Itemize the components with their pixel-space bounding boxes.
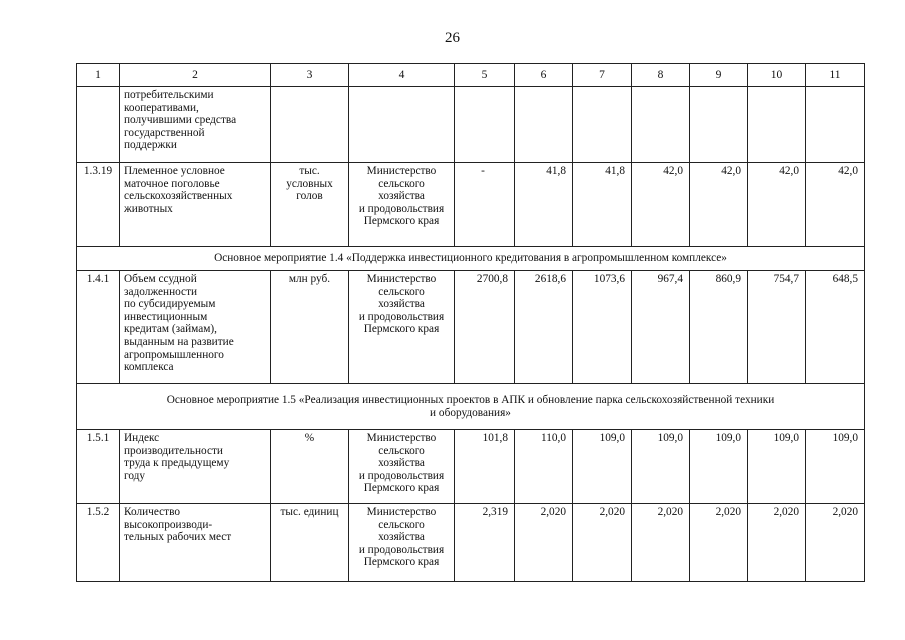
value-col-7: 109,0 xyxy=(573,430,632,504)
indicator-name-line: поддержки xyxy=(124,139,177,152)
value-col-10: 42,0 xyxy=(748,163,806,247)
value-col-8: 42,0 xyxy=(632,163,690,247)
value-col-7: 2,020 xyxy=(573,504,632,582)
responsible-executor-line: Пермского края xyxy=(363,556,440,569)
responsible-executor-line: и продовольствия xyxy=(358,202,445,215)
indicator-name-line: выданным на развитие xyxy=(124,335,234,348)
header-col-5: 5 xyxy=(455,64,515,87)
responsible-executor-line: сельского xyxy=(378,444,425,457)
value-col-5 xyxy=(455,87,515,163)
indicator-name-line: производительности xyxy=(124,444,223,457)
value-col-7: 41,8 xyxy=(573,163,632,247)
header-col-6: 6 xyxy=(515,64,573,87)
table-body xyxy=(77,64,865,582)
header-col-8: 8 xyxy=(632,64,690,87)
indicator-unit-line: голов xyxy=(296,190,323,203)
value-col-9: 2,020 xyxy=(690,504,748,582)
indicator-name-line: инвестиционным xyxy=(124,310,208,323)
indicators-table xyxy=(76,63,865,582)
responsible-executor-line: хозяйства xyxy=(378,457,425,470)
header-col-2: 2 xyxy=(120,64,271,87)
indicator-name-line: Племенное условное xyxy=(124,165,225,177)
indicator-unit xyxy=(271,504,349,582)
header-col-7: 7 xyxy=(573,64,632,87)
indicator-unit-line: условных xyxy=(286,177,333,190)
table-row xyxy=(77,163,865,247)
indicator-number: 1.4.1 xyxy=(77,271,120,384)
section-title-line: и оборудования» xyxy=(430,406,511,419)
section-row xyxy=(77,247,865,271)
value-col-6: 2618,6 xyxy=(515,271,573,384)
responsible-executor-line: хозяйства xyxy=(378,298,425,311)
responsible-executor-line: сельского xyxy=(378,518,425,531)
value-col-9: 109,0 xyxy=(690,430,748,504)
value-col-11 xyxy=(806,87,865,163)
responsible-executor-line: сельского xyxy=(378,285,425,298)
indicator-unit xyxy=(271,163,349,247)
responsible-executor xyxy=(349,504,455,582)
table-row xyxy=(77,430,865,504)
responsible-executor-line: и продовольствия xyxy=(358,543,445,556)
indicator-unit xyxy=(271,271,349,384)
value-col-5: 2,319 xyxy=(455,504,515,582)
indicator-name-line: Индекс xyxy=(124,432,160,444)
indicator-name-line: животных xyxy=(124,202,173,215)
header-col-10: 10 xyxy=(748,64,806,87)
value-col-5: 2700,8 xyxy=(455,271,515,384)
indicator-number: 1.5.1 xyxy=(77,430,120,504)
table-row xyxy=(77,87,865,163)
responsible-executor-line: Министерство xyxy=(366,273,437,285)
table-header-row xyxy=(77,64,865,87)
responsible-executor-line: и продовольствия xyxy=(358,469,445,482)
table-row xyxy=(77,271,865,384)
section-row xyxy=(77,384,865,430)
value-col-8: 2,020 xyxy=(632,504,690,582)
indicator-name-line: государственной xyxy=(124,126,205,139)
value-col-9: 42,0 xyxy=(690,163,748,247)
indicator-name xyxy=(120,271,271,384)
value-col-6: 110,0 xyxy=(515,430,573,504)
indicator-unit-line: млн руб. xyxy=(288,273,331,285)
indicator-name xyxy=(120,430,271,504)
header-col-3: 3 xyxy=(271,64,349,87)
indicator-name xyxy=(120,504,271,582)
indicator-name xyxy=(120,87,271,163)
responsible-executor-line: Министерство xyxy=(366,165,437,177)
responsible-executor-line: и продовольствия xyxy=(358,310,445,323)
value-col-6: 2,020 xyxy=(515,504,573,582)
header-col-9: 9 xyxy=(690,64,748,87)
indicator-name-line: комплекса xyxy=(124,361,174,374)
value-col-10: 754,7 xyxy=(748,271,806,384)
responsible-executor-line: хозяйства xyxy=(378,531,425,544)
indicator-name-line: по субсидируемым xyxy=(124,298,216,311)
indicator-number: 1.5.2 xyxy=(77,504,120,582)
responsible-executor xyxy=(349,271,455,384)
indicator-number xyxy=(77,87,120,163)
table-row xyxy=(77,504,865,582)
value-col-5: - xyxy=(455,163,515,247)
value-col-9: 860,9 xyxy=(690,271,748,384)
section-title xyxy=(77,247,865,271)
indicator-unit xyxy=(271,430,349,504)
value-col-11: 109,0 xyxy=(806,430,865,504)
indicator-unit xyxy=(271,87,349,163)
indicator-unit-line: % xyxy=(304,432,315,444)
page-number: 26 xyxy=(445,30,460,46)
indicator-name-line: кооперативами, xyxy=(124,101,199,114)
value-col-5: 101,8 xyxy=(455,430,515,504)
responsible-executor xyxy=(349,430,455,504)
indicator-name-line: агропромышленного xyxy=(124,348,224,361)
indicator-name-line: сельскохозяйственных xyxy=(124,190,233,203)
value-col-9 xyxy=(690,87,748,163)
indicator-name-line: задолженности xyxy=(124,285,198,298)
indicator-name-line: потребительскими xyxy=(124,89,214,101)
indicator-unit-line: тыс. единиц xyxy=(280,506,339,518)
section-title xyxy=(77,384,865,430)
indicator-number: 1.3.19 xyxy=(77,163,120,247)
value-col-7: 1073,6 xyxy=(573,271,632,384)
indicator-name-line: тельных рабочих мест xyxy=(124,531,232,544)
value-col-11: 2,020 xyxy=(806,504,865,582)
value-col-6: 41,8 xyxy=(515,163,573,247)
value-col-6 xyxy=(515,87,573,163)
header-col-11: 11 xyxy=(806,64,865,87)
responsible-executor-line: сельского xyxy=(378,177,425,190)
indicator-unit-line: тыс. xyxy=(299,165,320,177)
indicator-name-line: кредитам (займам), xyxy=(124,323,217,336)
value-col-8 xyxy=(632,87,690,163)
indicator-name-line: высокопроизводи- xyxy=(124,518,213,531)
indicator-name-line: маточное поголовье xyxy=(124,177,220,190)
indicator-name xyxy=(120,163,271,247)
header-col-1: 1 xyxy=(77,64,120,87)
value-col-11: 648,5 xyxy=(806,271,865,384)
indicator-name-line: получившими средства xyxy=(124,114,237,127)
section-title-line: Основное мероприятие 1.5 «Реализация инвестиционных проектов в АПК и обновление парка сельскохозяйственной техники xyxy=(166,393,775,406)
responsible-executor-line: Пермского края xyxy=(363,323,440,336)
value-col-10: 2,020 xyxy=(748,504,806,582)
value-col-10: 109,0 xyxy=(748,430,806,504)
responsible-executor xyxy=(349,163,455,247)
responsible-executor-line: Министерство xyxy=(366,506,437,518)
responsible-executor-line: Пермского края xyxy=(363,215,440,228)
value-col-10 xyxy=(748,87,806,163)
indicator-name-line: году xyxy=(124,469,146,482)
indicator-name-line: труда к предыдущему xyxy=(124,457,230,470)
responsible-executor-line: Пермского края xyxy=(363,482,440,495)
value-col-7 xyxy=(573,87,632,163)
responsible-executor-line: хозяйства xyxy=(378,190,425,203)
header-col-4: 4 xyxy=(349,64,455,87)
value-col-11: 42,0 xyxy=(806,163,865,247)
value-col-8: 967,4 xyxy=(632,271,690,384)
section-title-line: Основное мероприятие 1.4 «Поддержка инвестиционного кредитования в агропромышленном комплексе» xyxy=(214,252,727,265)
indicator-name-line: Объем ссудной xyxy=(124,273,197,285)
responsible-executor xyxy=(349,87,455,163)
value-col-8: 109,0 xyxy=(632,430,690,504)
responsible-executor-line: Министерство xyxy=(366,432,437,444)
indicator-name-line: Количество xyxy=(124,506,180,518)
